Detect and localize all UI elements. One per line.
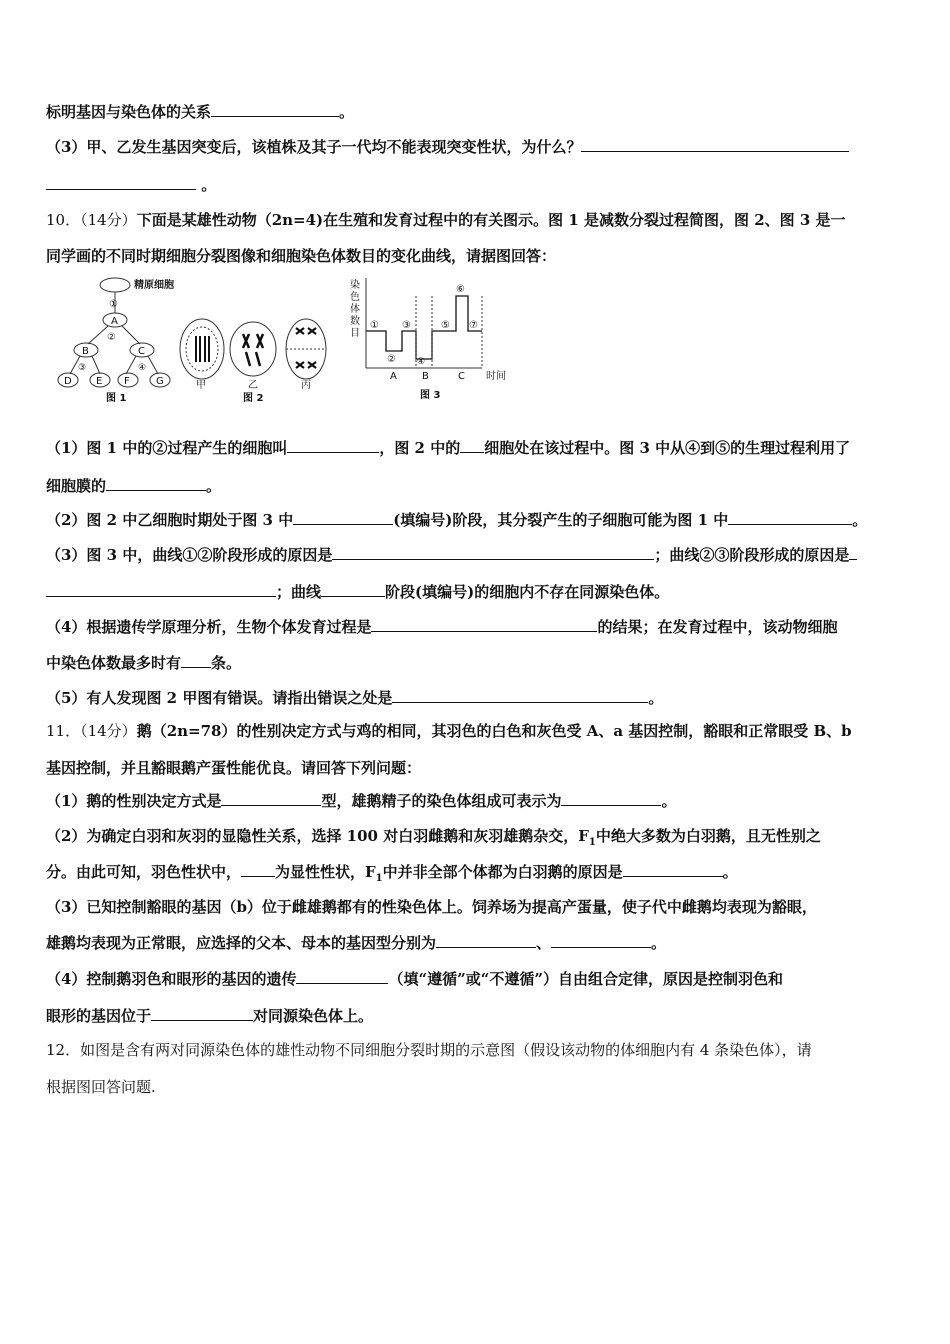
answer-blank[interactable]	[293, 510, 393, 525]
q11-intro-a: 11．（14分）鹅（2n=78）的性别决定方式与鸡的相同，其羽色的白色和灰色受 A、a 基因控制，豁眼和正常眼受 B、b	[46, 722, 852, 740]
figure2-cell-yi: 乙	[248, 380, 258, 391]
q11-2-line-b: 分。由此可知，羽色性状中， 为显性性状，$F_1$中并非全部个体都为白羽鹅的原因是 。	[46, 863, 738, 884]
answer-blank[interactable]	[581, 137, 849, 152]
answer-blank[interactable]	[849, 545, 857, 560]
svg-text:④: ④	[138, 363, 147, 373]
svg-text:体: 体	[350, 304, 360, 315]
svg-text:色: 色	[350, 292, 360, 303]
answer-blank[interactable]	[551, 933, 651, 948]
q10-intro-b: 同学画的不同时期细胞分裂图像和细胞染色体数目的变化曲线，请据图回答：	[46, 247, 557, 265]
figure2-caption: 图 2	[243, 393, 264, 404]
line-q3-cont: 。	[46, 175, 216, 195]
q10-5-line: （5）有人发现图 2 甲图有错误。请指出错误之处是 。	[46, 689, 664, 707]
svg-text:①: ①	[109, 299, 118, 310]
svg-text:D: D	[64, 376, 72, 387]
q10-intro-a: 10．（14分）下面是某雄性动物（2n=4)在生殖和发育过程中的有关图示。图 1 是减数分裂过程简图，图 2、图 3 是一	[46, 211, 846, 229]
q11-1-line: （1）鹅的性别决定方式是 型，雄鹅精子的染色体组成可表示为 。	[46, 792, 677, 810]
answer-blank[interactable]	[296, 969, 388, 984]
svg-text:染: 染	[350, 280, 360, 291]
svg-text:①: ①	[370, 320, 379, 331]
answer-blank[interactable]	[181, 653, 211, 668]
figure2-cell-bing: 丙	[301, 380, 311, 391]
q10-4-line-a: （4）根据遗传学原理分析，生物个体发育过程是 的结果；在发育过程中，该动物细胞	[46, 618, 838, 636]
q11-3-line-a: （3）已知控制豁眼的基因（b）位于雌雄鹅都有的性染色体上。饲养场为提高产蛋量，使子代中雌鹅均表现为豁眼，	[46, 898, 817, 916]
q10-1-line-b: 细胞膜的 。	[46, 477, 222, 495]
answer-blank[interactable]	[392, 688, 648, 703]
figure3-chromosome-curve	[350, 278, 506, 401]
figure2-cell-jia: 甲	[196, 380, 206, 391]
q10-4-line-b: 中染色体数最多时有 条。	[46, 654, 242, 672]
figure2-cell-division	[180, 319, 326, 404]
line-q3-mutation: （3）甲、乙发生基因突变后，该植株及其子一代均不能表现突变性状，为什么？	[46, 137, 849, 157]
answer-blank[interactable]	[46, 582, 276, 597]
q11-2-line-a: （2）为确定白羽和灰羽的显隐性关系，选择 100 对白羽雌鹅和灰羽雄鹅杂交，$F_1$中绝大多数为白羽鹅，且无性别之	[46, 827, 821, 848]
svg-text:C: C	[138, 346, 145, 357]
svg-text:时间: 时间	[486, 371, 506, 382]
q10-3-line-a: （3）图 3 中，曲线①②阶段形成的原因是 ；曲线②③阶段形成的原因是	[46, 545, 857, 565]
answer-blank[interactable]	[371, 617, 597, 632]
svg-text:⑦: ⑦	[469, 320, 478, 331]
svg-text:⑥: ⑥	[456, 284, 465, 295]
svg-text:②: ②	[107, 332, 116, 343]
svg-text:B: B	[422, 371, 429, 382]
q11-4-line-a: （4）控制鹅羽色和眼形的基因的遗传 （填“遵循”或“不遵循”）自由组合定律，原因是控制羽色和	[46, 970, 783, 988]
q11-3-line-b: 雄鹅均表现为正常眼，应选择的父本、母本的基因型分别为 、 。	[46, 934, 667, 952]
q11-intro-b: 基因控制，并且豁眼鹅产蛋性能优良。请回答下列问题：	[46, 759, 422, 777]
line-gene-chromosome: 标明基因与染色体的关系 。	[46, 103, 355, 121]
svg-text:目: 目	[350, 328, 360, 339]
answer-blank[interactable]	[321, 582, 385, 597]
q12-line-a: 12．如图是含有两对同源染色体的雄性动物不同细胞分裂时期的示意图（假设该动物的体细胞内有 4 条染色体），请	[46, 1041, 812, 1059]
q10-figures	[50, 276, 520, 406]
q10-3-line-b: ；曲线 阶段(填编号)的细胞内不存在同源染色体。	[46, 582, 669, 602]
q10-2-line: （2）图 2 中乙细胞时期处于图 3 中 (填编号)阶段，其分裂产生的子细胞可能为图 1 中 。	[46, 511, 868, 529]
answer-blank[interactable]	[46, 175, 196, 190]
svg-text:③: ③	[402, 320, 411, 331]
answer-blank[interactable]	[221, 791, 321, 806]
figure3-caption: 图 3	[420, 390, 441, 401]
svg-text:④: ④	[417, 357, 426, 367]
svg-text:②: ②	[387, 354, 396, 365]
q11-4-line-b: 眼形的基因位于 对同源染色体上。	[46, 1007, 374, 1025]
svg-text:数: 数	[350, 316, 360, 327]
answer-blank[interactable]	[561, 791, 661, 806]
q10-1-line-a: （1）图 1 中的②过程产生的细胞叫 ，图 2 中的 细胞处在该过程中。图 3 中从④到⑤的生理过程利用了	[46, 439, 851, 457]
figure1-top-label: 精原细胞	[134, 280, 174, 291]
answer-blank[interactable]	[728, 510, 852, 525]
svg-text:E: E	[96, 376, 103, 387]
svg-text:③: ③	[78, 363, 87, 373]
answer-blank[interactable]	[241, 862, 275, 877]
answer-blank[interactable]	[332, 545, 654, 560]
svg-text:⑤: ⑤	[441, 320, 450, 331]
answer-blank[interactable]	[151, 1006, 253, 1021]
svg-text:B: B	[82, 346, 89, 357]
answer-blank[interactable]	[106, 476, 206, 491]
svg-text:G: G	[156, 376, 164, 387]
answer-blank[interactable]	[436, 933, 536, 948]
answer-blank[interactable]	[211, 102, 339, 117]
answer-blank[interactable]	[460, 438, 484, 453]
answer-blank[interactable]	[287, 438, 379, 453]
figure1-caption: 图 1	[106, 393, 127, 404]
svg-text:A: A	[111, 316, 118, 327]
figure1-meiosis-diagram	[58, 278, 174, 404]
svg-text:C: C	[458, 371, 465, 382]
answer-blank[interactable]	[623, 862, 723, 877]
svg-text:F: F	[124, 376, 130, 387]
svg-text:A: A	[390, 371, 397, 382]
q12-line-b: 根据图回答问题.	[46, 1078, 156, 1096]
